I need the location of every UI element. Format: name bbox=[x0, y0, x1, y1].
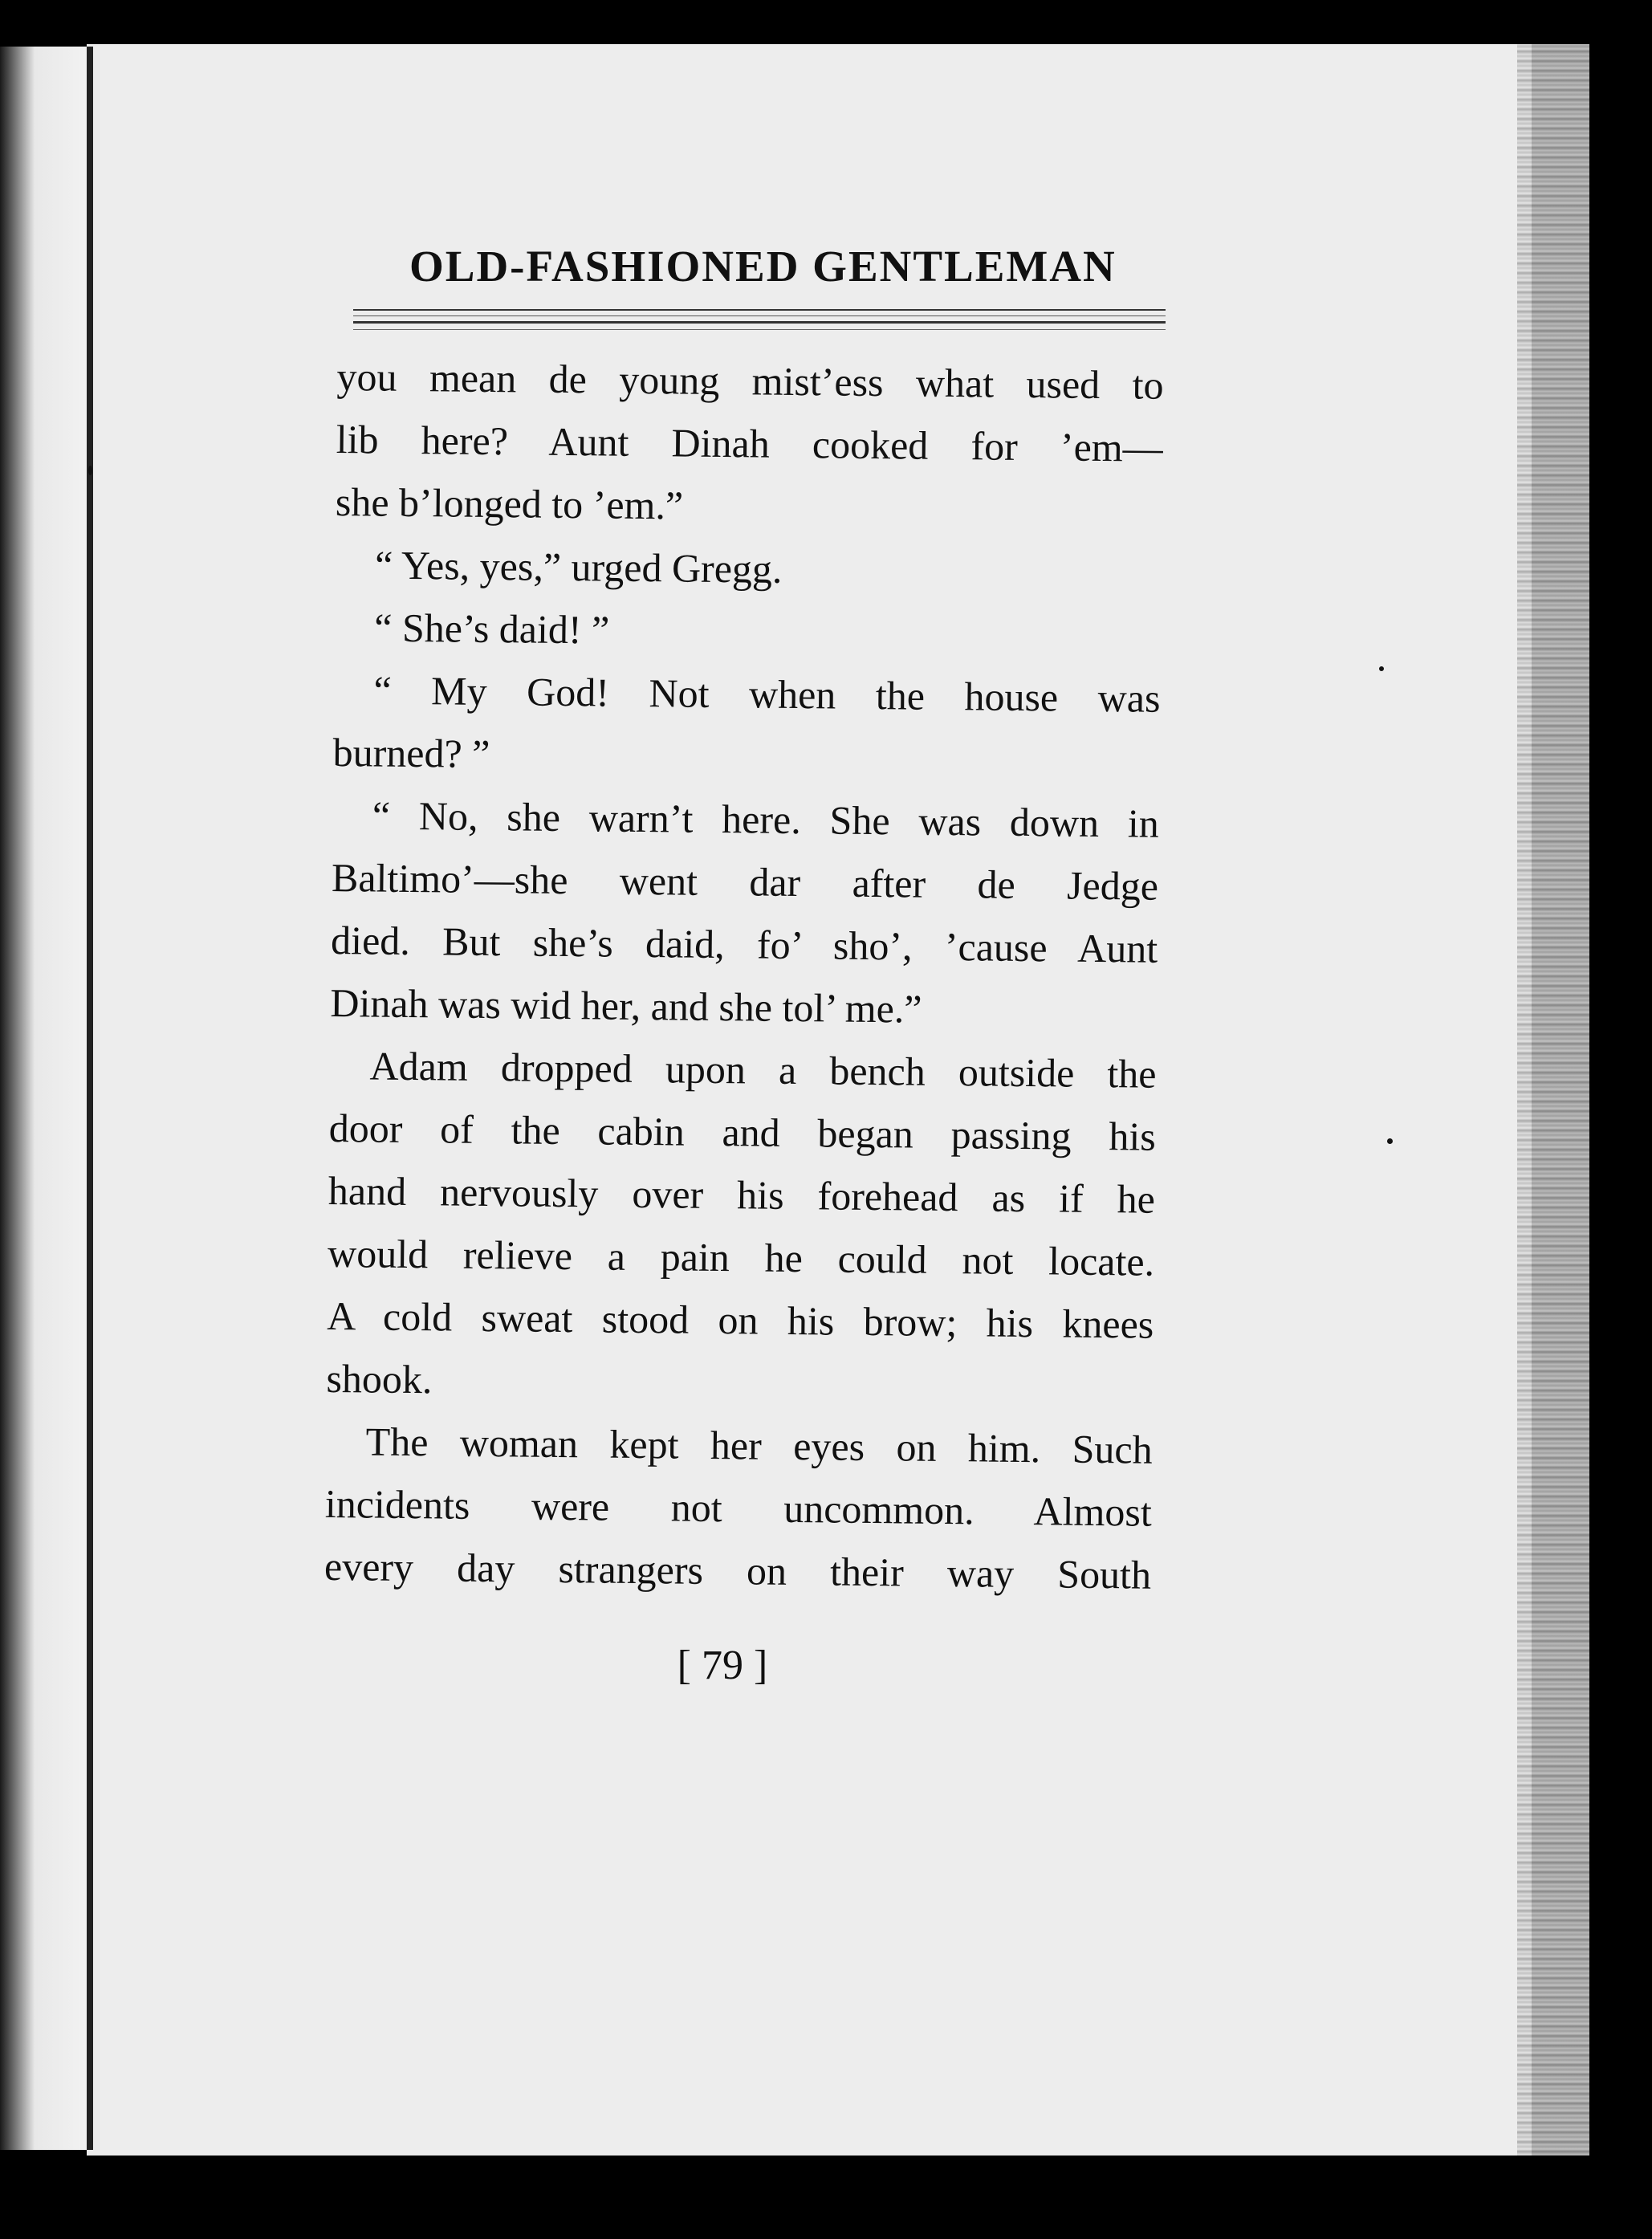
text-line: “ No, she warn’t here. She was down in bbox=[372, 792, 1160, 846]
text-line: you mean de young mist’ess what used to bbox=[336, 353, 1164, 408]
text-line: every day strangers on their way South bbox=[323, 1543, 1152, 1598]
text-line: she b’longed to ’em.” bbox=[335, 478, 684, 528]
text-line: “ She’s daid! ” bbox=[374, 605, 610, 653]
scan-speck bbox=[1387, 1138, 1393, 1144]
head-rule bbox=[353, 321, 1166, 324]
head-rule bbox=[353, 309, 1166, 311]
left-page-edge bbox=[0, 47, 87, 2150]
text-line: hand nervously over his forehead as if he bbox=[328, 1167, 1156, 1222]
text-line: door of the cabin and began passing his bbox=[328, 1105, 1157, 1159]
text-line: shook. bbox=[326, 1355, 433, 1402]
text-line: lib here? Aunt Dinah cooked for ’em— bbox=[336, 416, 1164, 470]
text-line: Dinah was wid her, and she tol’ me.” bbox=[330, 979, 922, 1032]
text-line: burned? ” bbox=[332, 729, 490, 777]
scan-border-bottom bbox=[0, 2156, 1652, 2239]
text-line: Adam dropped upon a bench outside the bbox=[369, 1043, 1157, 1097]
running-head: OLD-FASHIONED GENTLEMAN bbox=[409, 242, 1117, 291]
text-line: Baltimo’—she went dar after de Jedge bbox=[331, 854, 1159, 909]
text-line: “ My God! Not when the house was bbox=[373, 667, 1161, 721]
page-number: [ 79 ] bbox=[677, 1643, 768, 1688]
scan-speck bbox=[88, 466, 92, 475]
text-line: “ Yes, yes,” urged Gregg. bbox=[374, 542, 783, 592]
page-edges-right bbox=[1517, 44, 1589, 2156]
scan-speck bbox=[1379, 666, 1384, 671]
text-line: incidents were not uncommon. Almost bbox=[324, 1480, 1153, 1535]
text-line: A cold sweat stood on his brow; his knees bbox=[327, 1293, 1154, 1347]
head-rule bbox=[353, 315, 1166, 316]
text-line: died. But she’s daid, fo’ sho’, ’cause Aunt bbox=[330, 917, 1158, 971]
body-text bbox=[324, 345, 1164, 1606]
gutter-shadow bbox=[87, 47, 93, 2150]
text-line: would relieve a pain he could not locate. bbox=[327, 1230, 1155, 1284]
head-rule bbox=[353, 329, 1166, 330]
text-line: The woman kept her eyes on him. Such bbox=[365, 1419, 1153, 1472]
